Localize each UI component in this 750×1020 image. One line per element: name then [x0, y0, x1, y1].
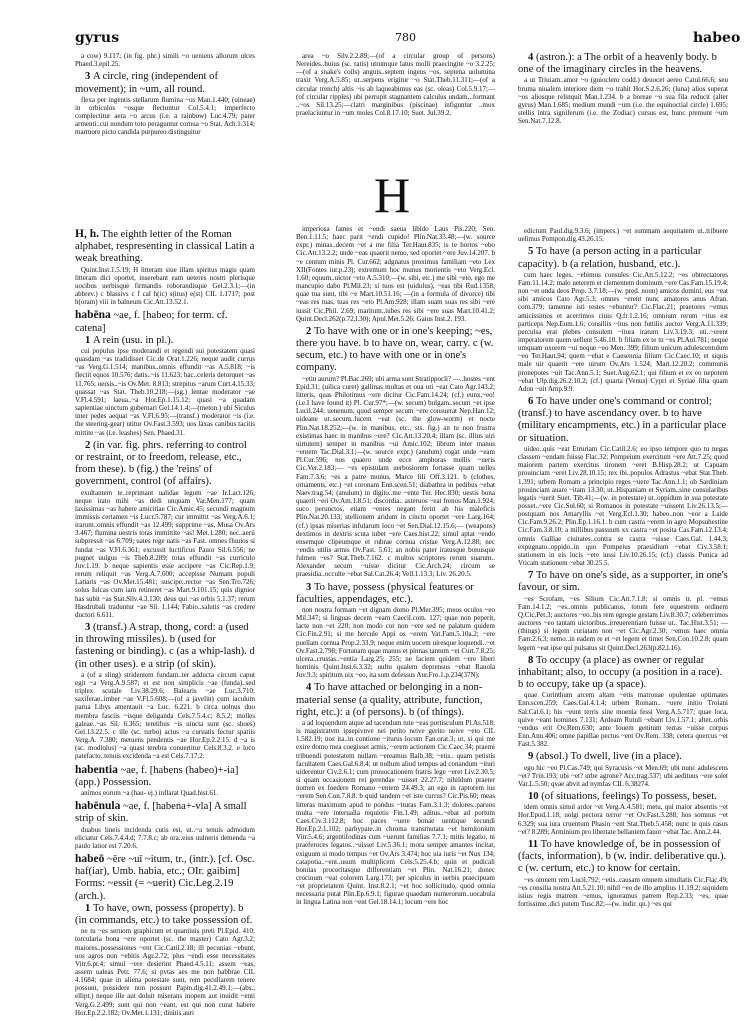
sense-text: (astron.): a The orbit of a heavenly body. b one of the imaginary circles in the heavens.	[518, 52, 717, 76]
citation-block: a (of a sling) stridentem fundam..ter adducta circum caput egit ~a Verg.A.9.587; et est non simplicis ~ae (funda)..sed triplex scutale Liv.38.29.6; Balearis ~ae Luc.3.710; saxiferae..imber ~ae V.Fl.5.608;—(of a javelin) cum iaculum parua Libys amentauit ~a Luc. 6.221. b circa uolnus duo membra fasciis ~isque deliganda Cels.7.5.4.c; 8.5.2; molles galeae..~as Sil. 6.365; teretibus ~is uincta sunt (sc. shoes) Gel.13.22.5. c ille (sc. turbo) actus ~a curuatis fectur spatiis Verg.A. 7.380; metuens pendentis ~ae Hor.Ep.2.2.15. d ~a is (sc. modiolus) ~a quasi terebra conuertitur Cels.8.3.2. e loco patefacto..tenuis excidenda ~a est Cels.7.17.2.	[75, 670, 255, 761]
top-column-1	[75, 52, 255, 140]
sense-number: 8	[528, 654, 536, 666]
citation-block: non nostra formam ~et dignam domo Pl.Mer.395; meos oculos ~eo Mil.347; si linguas decem ~eam Caecil.com. 127; quae non peperit, lacte non ~et 220; non modo cor non ~ere sed ne palatum quidem Cic.Fin.2.91; si me hercule Appi os ~erem Vat.Fam.5.10a.2; ~ere puellam cornua Prop.2.33.9; neque enim uocem uiresque loquendi..~et Ov.Fast.2.798; Fortunam quae manus et pinnas tantum ~et Curt.7.8.25; ulcera..crustas..~entia Larg.25; 255; ne faciem quidem ~ere liberi hominis Quint.Inst.6.3.32; uultu qualem deprensus ~ebat Rauola Juv.9.3; spiritum uix ~eo, ita sum defessus Aur.Fro.1.p.234(37N).	[296, 606, 495, 680]
sense-text: (in var. fig. phrs. referring to control or restraint, or to freedom, release, etc., from these). b (fig.) the 'reins' of government, control (of affairs).	[75, 439, 247, 488]
sense-definition	[75, 335, 255, 347]
sense-definition	[518, 52, 728, 76]
top-column-3	[518, 52, 728, 128]
entry-etymology: ~ae, f. [habena+-vla] A small strip of skin.	[75, 801, 247, 825]
sense-definition	[518, 839, 728, 876]
citation-block: ~es omnem rem Lucil.792; ~etis..causam omnem simultatis Cic.Flac.49; ~es consilia nostra Att.5.21.10; nihil ~eo de illo amplius 11.19.2; siquidem istius regis matrem ~emus, ignoramus patrem Rep.2.33; ~es, quae fortissime..dici putem Tusc.82;—(w. indir. qu.) ~es qui	[518, 875, 728, 908]
sense-definition	[518, 570, 728, 594]
headword: habeō	[75, 853, 105, 865]
sense-text: (of situations, feelings) To possess, beset.	[541, 791, 717, 803]
citation-block: a ad loquendum atque ad tacendum tute ~eas portisculum Pl.As.518; is magistratvm ipsepivnve nei petito neive gerito neive ~eto CIL 1.582.19; uos ita..in contione ~iturus locum Fan.orat.3; ut, si qui me exire domo mea coegisset armis, ~erem actionem Cic.Caec.34; praemi tribuendi potestatem nullam ~ereamus Balb.38; ~etis.. quam petistis facultatem Caes.Gal.6.8.4; ut nullum aliud tempus ad conandum ~ituri uiderentur Civ.2.6.1; cum prouocationem fratris lege ~eret Liv.2.30.5; si quam occasionem rei gerendae ~uisset 22.27.7; nihildum praeter nomen ex foedere Romano ~entem 24.49.3; an ego in raptorem ius ~erem Sen.Con.7.8.8. b quid tandem ~et iste currus? Cic.Pis.60; meas litteras maximum apud te pondus ~ituras Fam.3.1.3; dolores..paruos multa ~ere interualla requietis Fin.1.49; aditus..~ebat ad portum Caes.Civ.3.112.8; hoc paces ~uere bonae uentique secundi Hor.Ep.2.1.102; parhypate..in chroma transmutata ~et hemitonium Vitr.5.4.6; argentifodinas cum ~uerunt familias 7.7.1; mitis legatio, ni praeferoces legatos..~uisset Liv.5.36.1; mora semper amantes incitat, exiguum si modo tempus ~et Ov.Ars 3.474; hoc uia iuris ~et Nux 134; catapotia..~ent..usum multiplicem Cels.5.25.4.b; quin et pudicali bonitas proceritasque differentiam ~et Plin. Nat.16.21; donec crocinum ~eat colorem Larg.173; per spiculus in uerbis praecipuam ~et proprietatem Quint. Inst.8.2.1; ~et hoc sollicitudo, quod omnia necessaria putat Plin.Ep.6.9.1; figurae quaedam numerorum..uocabula in lingua Latina non ~ent Gel.18.14.1; locum ~ere hoc	[296, 719, 495, 907]
citation-block: edictum Paul.dig.9.3.6; (impers.) ~et summam aequitatem ut..tribuere uelimus Pompon.dig.43.26.15.	[518, 227, 728, 244]
headword: habēnula	[75, 800, 121, 813]
sense-text: (absol.) To dwell, live (in a place).	[535, 751, 682, 763]
sense-definition	[75, 903, 255, 927]
citation-block: a ut Triuiam..amor ~o (guioclero codd.) deuocet aereo Catul.66.6; seu bruma niualem interiore diem ~o trahit Hor.S.2.6.26; (luna) alios superat ~os aliosque relinquit Man.1.234. b a boreae ~o sua fila reducit (alter gyrus) Man.1.685; medium mundi ~um (i.e. the equinoctial circle) 1.695; stellis intra signiferum (i.e. the Zodiac) cursus est, hunc premunt ~um Sen.Nat.7.12.8.	[518, 76, 728, 126]
sense-number: 6	[528, 396, 536, 408]
column-2	[296, 225, 495, 910]
dictionary-entry	[75, 853, 255, 903]
dictionary-entry	[75, 309, 255, 334]
sense-number: 4	[306, 682, 314, 694]
sense-definition	[296, 682, 495, 719]
dictionary-entry	[75, 800, 255, 825]
sense-text: A rein (usu. in pl.).	[92, 334, 174, 346]
sense-text: To have (a person acting in a particular capacity). b (a relation, husband, etc.).	[518, 246, 702, 270]
citation-block: cum haec leges, ~ebimus consules Cic.Att.5.12.2; ~es obtrectatores Fam.11.14.2; malo ueterem et clementem dominum ~ere Cas.Fam.15.19.4; non ~et unda deos Prop. 3.7.18;—(w. pred. noun) amicos domini, eus ~eat sibi amicos Cato Agr.5.3; omnes ~erent nunc amatores anus Afran. com.379; tamenne isti testes ~ebuntur? Cic.Flac.21; praetores ~emus amicissimos et acerrimos ciuis Q.fr.1.2.16; omnium rerum ~itus est particeps Nep.Eum.1.6; consiliis ~itus non futtilis auctor Verg.A.11.339; perculsa erat plebes consulem ~itura iratum Liv.3.19.3; uti..~erent imperatorem quem uellent 5.46.10. b filiam ex te tu ~es Pl.Aul.781; neque umquam uxorem ~ui neque ~eo Men. 399; filium unicum adulescentulum ~eo Ter.Haut.94; quem ~ebat e Caesennia filium Cic.Caec.10; et siquis male uir quaerit ~ere uirum Ov.Ars 1.524; Mart.12.20.2; communis pronepotes ~uit Tac.Ann.5.1; Suet.Aug.62.1; qui filium et ex eo nepotem ~ebat Ulp.dig.26.2.10.2; (cf.) quarta (Venus) Cypri et Syriae filia quam Adon ~uit Amp.9.9.	[518, 270, 728, 393]
sense-number: 1	[85, 902, 93, 914]
sense-text: (transf.) A strap, thong, cord: a (used in throwing missiles). b (used for fastening or binding). c (as a whip-lash). d (in other uses). e a strip (of skin).	[75, 622, 255, 670]
sense-text: To have on one's side, as a supporter, in one's favour, or sim.	[518, 570, 728, 594]
citation-block: idem omnis simul ardor ~et Verg.A.4.581; metu, qui maior absentis ~et Hor.Epod.1.18; uolgi pectora terror ~et Ov.Fast.3.288; hos somnus ~et 6.329; sua iura cruentum Phasin ~ent Stat.Theb.5.458; nunc te quis casus ~et? 8.289; Arminium pro libertate bellantem fauor ~ebat Tac. Ann.2.44.	[518, 803, 728, 836]
sense-definition	[518, 655, 728, 692]
sense-number: 1	[85, 334, 93, 346]
citation-block: uideo..quis ~eat Etruriam Cic.Catil.2.6; eo ipso tempore quo tu negas classem ~endam fuisse Flac.32; Pompeium exercitum ~ere Att.7.25; quod maiorem partem exercitus tironem ~eret B.Hisp.28.2; ut Capuam prouinciam ~eret Liv.28.10.15; rex ibi..populos Adrastus ~ebat Stat.Theb. 1.391; urbem Romam a principio reges ~uere Tac.Ann.1.1; ob Sardiniam prouinciam auare ~itam 13.30; ut..Hispaniam et Syriam..sine consularibus legatis ~uerit Suet. Tib.41;—(w. in potestate) ut..oppidum in sua potestate posset..~ere Cic.Sul.60; si Romanos in potestate ~uissent Liv.26.13.5;—postquam nos Amaryllis ~et Verg.Ecl.1.30; habeo..non ~eor a Laide Cic.Fam.9.26.2; Plin.Ep.1.16.1. b cum castra ~erem in agro Mopsuhestine Cic.Fam.3.8.10; a millibus passuum xx castra ~et posita Cas.Fam.12.13.4; omnis Galliae ciuitates..contra se castra ~uisse Caes.Gal. 1.44.3; expugnato..oppido..in quo Pompeius praesidium ~ebat Civ.3.58.1; stationem in eis locis ~ere iussi Liv.10.26.15; (cf.) classis Punica ad Vticam stationem ~ebat 30.25.5.	[518, 444, 728, 568]
sense-definition	[75, 440, 255, 489]
citation-block: animos eorum ~a (hau- ej.) inflarat Quad.hist.61.	[81, 788, 219, 797]
citation-block: imperiosa fames et ~endi saeua libido Laus Pis.220; Sen. Ben.1.11.5; haec parit ~endi cupido! Plin.Nat.33.48;—(w. source expr.) minas..decem ~et a me filia Ter.Haut.835; is te hortos ~ebo Cic.Att.13.2.2; unde ~eas quaerit nemo, sed oportet ~ere Juv.14.207. b ~e centum minis Pl. Cur.662; adgnatus proximus familiam ~eto Lex XII(Fontes iur.p.23); extremum hoc munus morientis ~eto Verg.Ecl. 1.60; equum..uictor ~eto A.5.310;—(w. sibi, etc.) me sibi ~eto, ego me mancupio dabo Pl.Mil.23; si tuos est (uidulus), ~eas tibi Rud.1358; quae tua sunt, tibi ~e Mart.10.51.16; —(in a formula of divorce) tibi ~eas res tuas, tuas res ~eto Pl.Am.928; illam suam suas res sibi ~ere iussit Cic.Phil. 2.69; maritum..iubes res sibi ~ere suas Mart.10.41.2; Quint.Decl.262(p.72,l.30); Apul.Met.5.26; Gaius Inst.2. 193.	[296, 225, 495, 323]
citation-block: exultantem te..reprimant ualidae legum ~ae Ir.Lact.126; neque irato mihi ~as dedi unquam Var.Men.177; quam laxissimas ~as habere amicitiae Cic.Amic.45; secundi magnum immissis certamen ~is Lucr.5.787; cur immittit ~as Verg.A.6.1; irarum..omnis effundit ~as 12.499; supprime ~as, Musa Ov.Ars 3.467; flumina uestris totas immittite ~as! Met.1.280; nec..aerii subpressit ~as 6.709; uates rege uatis ~as Fast. omnes fluuios si fundat ~as V.Fl.6.361; excussit luctificus Pauor Sil.6.556; ne pugnet uulgus ~is Theb.8.289; totas effundit ~as curriculo Juv.1.19. b neque sapientis esse accipere ~as Cic.Rep.1.9; rerum reliquit ~as Verg.A.7.600; accepisse Numam populi Latiaris ~as Ov.Met.15.481; suscipe..rector ~as Sen.Tro.726; solus Iulcas cum iam retineret ~as Mart.9.101.15; quis dignior has subit ~as Stat.Silv.4.3.130; deus qui ~as orbis 5.1.37; rerum Hasdrubali traduntur ~ae Sil. 1.144; Fabio..salutis ~as credere ductori 6.611.	[75, 488, 255, 619]
sense-definition	[75, 622, 255, 671]
citation-block: ~es Scrofam, ~es Silium Cic.Att.7.1.8; si omnis tr. pl. ~emus Fam.14.1.2; ~es..omnis publicanos, totum fere equestrem ordinem Q.Cic.Pet.3; auctores ~eo..bis rem egregie gestam Liv.8.30.7; celeberrimos auctores ~eo tantam uictoribus..irreuerentiam fuisse ut.. Tac.Hist.3.51; —(things) si legem curiatam non ~et Cic.Agr.2.30; ~emus haec omnia Fam.2.6.3; nemo..in eadem re et ~et legem et timet Sen.Con.10.2.8; quam legem ~eat ipse qui pulsatus sit Quint.Decl.263(p.82,l.16).	[518, 594, 728, 652]
section-letter: H	[374, 167, 411, 223]
sense-definition	[75, 71, 255, 95]
sense-text: To have attached or belonging in a non-material sense (a quality, attribute, function, right, etc.): a (of persons). b (of things).	[296, 682, 483, 718]
dictionary-entry	[75, 228, 255, 266]
citation-block: ~etin aurum? Pl.Bac.269; ubi arma sunt Stratippocli? —..hostes ~ent Epid.31; (uilica curet) gallinas multas et oua uti ~eat Cato Agr.143.2; litteris, quas Philotimus ~ere dicitur Cic.Fam.14.24; (cf.) eunx,~eo! (i.e.I have found it) Pl. Cur.97*;—(w. secum) bulgam..secum ~et ipse Lucil.244; uenenum, quod semper secum ~ere consuerat Nep.Han.12; uideane ut..secum..lucem ~eat (sc. the glow-worm) et nocte Plin.Nat.18.252;—(w. in manibus, etc., sts. fig.) an tu non frustra existimas haec in manibus ~ere? Cic.Att.13.20.4; illam (sc. illius uiri uirtutem) semper in manibus ~ui Amic.102; librum inter manus ~entem Tac.Dial.3.1;—(w. source expr.) (anulum) rogat unde ~eam Pl.Cur.596; nos quaero unde ecce amphoras mellis ~ueris Cic.Ver.2.183;— ~es epistulam uerbosiorem fortasse quam uelles Fam.7.3.6; ~es a patre munus, Marce fili Off.3.121. b (clothes, ornaments, etc.) ~et coronam Enn.scen.51; diabathra in pedibus ~ebat Naev.trag.54; (anulum) in digito..me ~ente Ter. Hec.830; uestis bona quaerit ~eri Ov.Am.1.8.51; discordia.. asteruos ~eat frenos Man.1.924; suco perunctos, etiam ~entes negant feriri ab his maleficis Plin.Nat.20.133; stellionem aridum in cinctu oportet ~ere Larg.164; (cf.) ipsas miserias infularum loco ~et Sen.Dial.12.15.6;— (weapons) dextimos in dextris scuta iubet ~ere Caes.hist.22; simul aptat ~endo ensemque clipeumque et rubrae cornua cristae Verg.A.12.88; nec ~endis utilis armis Ov.Fast. 5.61; an nobis pater iratusque bonusque fulmen ~es? Stat.Theb.7.162. c multos scriptores rerum suarum.. Alexander secum ~uisse dicitur Cic.Arch.24; circum se praesidia..occulte ~ebat Sal.Cat.26.4; Vell.1.13.3; Liv. 26.20.5.	[296, 374, 495, 579]
right-guide-word: habeo	[693, 30, 741, 46]
sense-text: To have knowledge of, be in possession of (facts, information). b (w. indir. deliberative qu.). c (w. certum, etc.) to know for certain.	[518, 838, 727, 875]
citation-block: cui populus ipse moderandi et regendi sui potestatem quasi quasdam ~as tradidisset Cic.de Orat.1.226; neque audit currus ~as Verg.G.1.514; manibus..omnis effundit ~as A.5.818; ~is flectit equos 10.576; datis..~is 11.623; bac..celeris detorquet ~as 11.765; uersis..~is Ov.Met. 8.813; strepitus ~arum Curt.4.15.33; quassat ~as Stat. Theb.10.218;—(sg.) lentae moderator ~ae V.Fl.4.591; laeua..~a Hor.Ep.1.15.12; quasi ~a quadam sapientiae uinctum gubernari Gel.14.1.4;—(meton.) ubi Siculus inter pedes aequat ~as V.Fl.6.95;—(transf.) moderator ~is (i.e. the steering-gear) utitur Ov.Fast.3.593; uos laxas canibus tacitis mittite ~as (i.e. leashes) Sen. Phaed.31.	[75, 347, 255, 437]
sense-text: To occupy (a place) as owner or regular inhabitant; also, to occupy (a position in a race). b to occupy, take up (a space).	[518, 654, 723, 691]
column-1	[75, 225, 255, 1020]
sense-text: To have, own, possess (property). b (in commands, etc.) to take possession of.	[75, 902, 253, 927]
sense-number: 9	[528, 751, 536, 763]
citation-block: duabus lineis incidenda cutis est, ut..~a tenuis admodum eliciatur Cels.7.4.4.d; 7.7.8.c; ab ora..eius uulneris demenda ~a paulo latior est 7.20.6.	[75, 825, 255, 850]
sense-text: To have under one's command or control; (transf.) to have ascendancy over. b to have (military encampments, etc.) in a particular place or situation.	[518, 396, 727, 444]
dictionary-entry	[75, 764, 255, 789]
citation-block: Quint.Inst.1.5.19; H litteram siue illam spiritus magis quam litteram dici oportet, inserebant eam ueteres nostri plerisque uocibus uerbisque firmandis roborandisque Gel.2.3.1;—(in abbrev.) c blassivs c f cal h(ic) s(itus) e(st) CIL 1.1717; post h(oram) viii in balneum Cic.Att.13.52.1.	[75, 265, 255, 307]
sense-number: 4	[528, 52, 536, 63]
sense-number: 3	[85, 622, 93, 634]
sense-number: 7	[528, 570, 536, 582]
sense-number: 11	[528, 838, 541, 850]
entry-etymology: ~ae, f. [habens (habeo)+-ia] (app.) Possession.	[75, 764, 239, 788]
sense-number: 3	[85, 71, 93, 83]
citation-block: ego hic ~eo Pl.Cas.749; qui Syracusis ~et Men.69; ubi nunc adulescens ~et? Trin.193; ubi ~et? urbe agrone? Acc.trag.537; ubi aedituus ~ere solet Var.L.5.50; qvae abvit ad nymfas CIL 6.38274.	[518, 763, 728, 788]
sense-number: 2	[306, 325, 314, 337]
left-guide-word: gyrus	[75, 30, 120, 46]
sense-definition	[518, 246, 728, 270]
sense-number: 10	[528, 791, 542, 803]
entry-etymology: ~ēre ~uī ~itum, tr., (intr.). [cf. Osc. haf(iar), Umb. habia, etc.; OIr. gaibim] Forms: ~essit (= ~uerit) Cic.Leg.2.19 (arch.).	[75, 854, 255, 902]
citation-block: flexa per ingentis stellarum flumina ~os Man.1.440; (uineae) in orbiculos ~osque flectuntur Col.5.4.1; imperfecto complectitur aera ~o arcus (i.e. a rainbow) Luc.4.79; pater armenti..cui nondum toto peraguntur cornua ~o Stat. Ach.1.314; marmore picto candida purpureo distinguitur	[75, 95, 255, 137]
citation-block: a cow) 9.117; (in fig. phr.) simili ~o ueniens allorum ulces Phaed.3.epil.25.	[75, 52, 255, 69]
top-column-2	[296, 52, 495, 120]
citation-block: ne tu ~es seruom graphicum et quantiuis preti Pl.Epid. 410; torcularia bona ~ere oportet (sc. the master) Cato Agr.3.2; maiores..possessiones ~ent Cic.Catil.2.18; ill pecunias ~ebunt, uos agros non ~ebitis Agr.2.72; plus ~endi esse necessitates Vitr.6.pr.4; simul ~ere desierint Phaed.4.5.11; assem ~eas, assem ualeas Petr. 77.6; si pvtas aes me non habbrae CIL 4.1684; quae in aliena potestate sunt, rem peculiarem tenere possunt, possidere non possunt Papin.dig.41.2.49.1;—(abs., ellipt.) neque ille aut doluit miserans inopem aut inuidit ~enti Verg.G.2.499; sunt qui non ~eant, est qui non curat habere Hor.Ep.2.2.182; Ov.Met.1.131; diuitis auri	[75, 927, 255, 1017]
sense-definition	[296, 326, 495, 375]
sense-text: To have with one or in one's keeping; ~es, there you have. b to have on, wear, carry. c (w. secum, etc.) to have with one or in one's company.	[296, 325, 494, 374]
sense-text: A circle, ring (independent of movement); in ~um, all round.	[75, 71, 218, 95]
sense-number: 2	[85, 439, 93, 451]
column-3	[518, 227, 728, 911]
sense-definition	[296, 582, 495, 606]
sense-definition	[518, 791, 728, 803]
headword: habēna	[75, 309, 111, 322]
page-number: 780	[395, 31, 416, 44]
sense-number: 5	[528, 246, 536, 258]
entry-etymology: ~ae, f. [habeo; for term. cf. catena]	[75, 310, 228, 334]
citation-block: quae Corinthum arcem altam ~etis matronae opulentae optimates Enn.scen.259; Caes.Gal.4.1.4; urbem Romam.. ~uere initio Troiani Sal.Cat.6.1; his ~eunt terris sine moenia fessi Verg.A.5.717; quae loca, quive ~eant homines 7.131; Ardeam Rutuli ~ebant Liv.1.57.1; alter..orbis ~endus erit Ov.Rem.630; ante Iouem genitum terras ~uisse corpus Enn.Ann.406; omne papillae pectus ~ent Ov.Rem. 338; cetera quercus ~et Fast.5.382.	[518, 691, 728, 749]
citation-block: area ~o Silv.2.2.89;—(of a circular group of persons) Nereides..huius (sc. ratis) utrumque latus molli praecingite ~o 3.2.25;—(of a snake's coils) anguis..septem ingens ~os, septena uolumina traxit Verg.A.5.85; ut..serpens erigitur ~o Stat.Theb.11.311;—(of a circular trench) altis ~is ab laqueabimus eas (sc. oleas) Col.5.9.17;—(of circular ripples) ubi perrupit stagnantem calculus undam,..formant ..~os Sil.13.25;—clatri marginibus (piscinae) infiguntur ..mox praelaciuntur in ~um moles Col.8.17.10; Suet. Jul.39.2.	[296, 52, 495, 118]
sense-definition	[518, 396, 728, 445]
sense-definition	[518, 751, 728, 763]
sense-text: To have, possess (physical features or faculties, appendages, etc.).	[296, 581, 474, 605]
headword: habentia	[75, 763, 118, 776]
headword: H, h.	[75, 228, 99, 240]
sense-number: 3	[306, 581, 314, 593]
entry-etymology: The eighth letter of the Roman alphabet, respresenting in classical Latin a weak breathing.	[75, 229, 255, 265]
